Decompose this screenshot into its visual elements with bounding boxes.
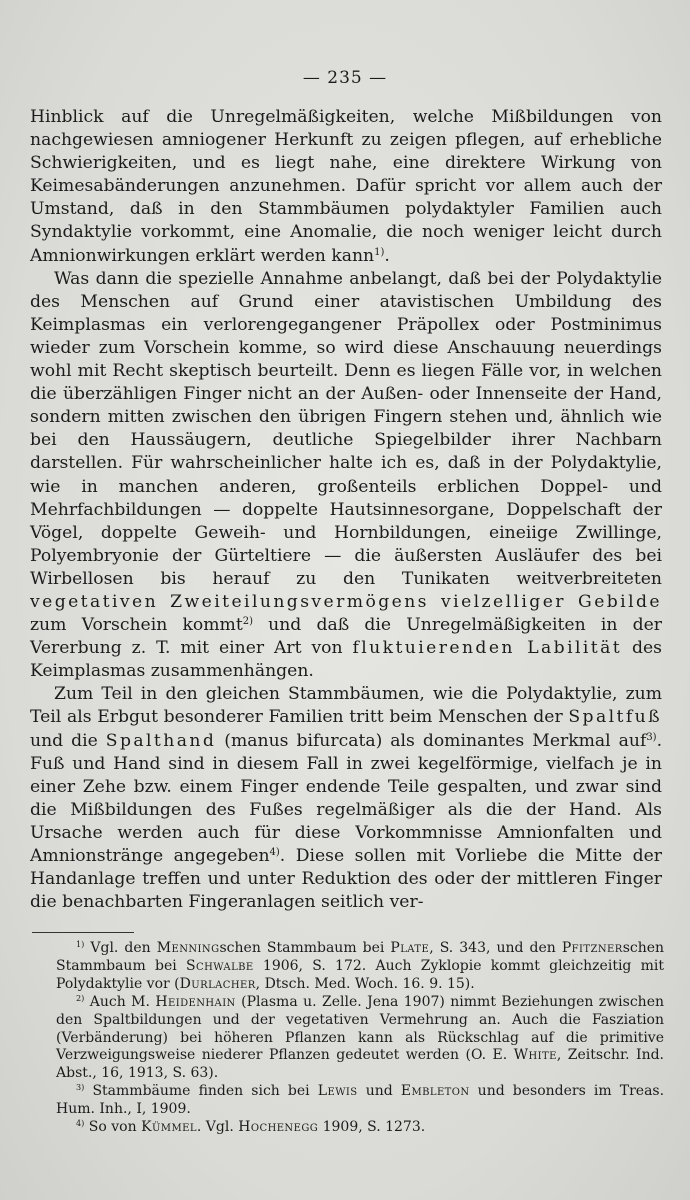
footnote-ref: 2) [242, 616, 253, 628]
footnotes [56, 940, 664, 1137]
footnote-ref: 4) [269, 847, 280, 859]
paragraph: Hinblick auf die Unregelmäßigkeiten, welche Mißbildungen von nachgewiesen amniogener Herkunft zu zeigen pflegen, auf erhebliche Schwierigkeiten, und es liegt nahe, eine direktere Wirkung von Keimesabänderungen anzunehmen. Dafür spricht vor allem auch der Umstand, daß in den Stammbäumen polydaktyler Familien auch Syndaktylie vorkommt, eine Anomalie, die noch weniger leicht durch Amnionwirkungen erklärt werden kann$^{1)}$. [30, 107, 662, 266]
emphasis: Spaltfuß [568, 707, 662, 728]
paragraph: Zum Teil in den gleichen Stammbäumen, wie die Polydaktylie, zum Teil als Erbgut besonderer Familien tritt beim Menschen der Spaltfuß und die Spalthand (manus bifurcata) als dominantes Merkmal auf$^{3)}$. Fuß und Hand sind in diesem Fall in zwei kegelförmige, vielfach je in einer Zehe bzw. einem Finger endende Teile gespalten, und zwar sind die Mißbildungen des Fußes regelmäßiger als die der Hand. Als Ursache werden auch für diese Vorkommnisse Amnionfalten und Amnionstränge angegeben$^{4)}$. Diese sollen mit Vorliebe die Mitte der Handanlage treffen und unter Reduktion des oder der mittleren Finger die benachbarten Fingeranlagen seitlich ver- [30, 684, 663, 913]
emphasis: fluktuierenden Labilität [352, 638, 623, 659]
main-text [30, 106, 662, 914]
emphasis: vegetativen Zweiteilungsvermögens vielzelliger Gebilde [30, 591, 662, 612]
paragraph: Was dann die spezielle Annahme anbelangt, daß bei der Polydaktylie des Menschen auf Grund einer atavistischen Umbildung des Keimplasmas ein verlorengegangener Präpollex oder Postminimus wieder zum Vorschein komme, so wird diese Anschauung neuerdings wohl mit Recht skeptisch beurteilt. Denn es liegen Fälle vor, in welchen die überzähligen Finger nicht an der Außen- oder Innenseite der Hand, sondern mitten zwischen den übrigen Fingern stehen und, ähnlich wie bei den Haussäugern, deutliche Spiegelbilder ihrer Nachbarn darstellen. Für wahrscheinlicher halte ich es, daß in der Polydaktylie, wie in manchen anderen, großenteils erblichen Doppel- und Mehrfachbildungen — doppelte Hautsinnesorgane, Doppelschaft der Vögel, doppelte Geweih- und Hornbildungen, eineiige Zwillinge, Polyembryonie der Gürteltiere — die äußersten Ausläufer des bei Wirbellosen bis herauf zu den Tunikaten weitverbreiteten vegetativen Zweiteilungsvermögens vielzelliger Gebilde zum Vorschein kommt$^{2)}$ und daß die Unregelmäßigkeiten in der Vererbung z. T. mit einer Art von fluktuierenden Labilität des Keimplasmas zusammenhängen. [30, 268, 662, 682]
page-number: — 235 — [302, 68, 388, 88]
emphasis: Spalthand [105, 730, 217, 751]
footnote: $^{2)}$ Auch M. Heidenhain (Plasma u. Zelle. Jena 1907) nimmt Beziehungen zwischen den Spaltbildungen und der vegetativen Vermehrung an. Auch die Fasziation (Verbänderung) bei höheren Pflanzen kann als Rückschlag auf die primitive Verzweigungsweise niederer Pflanzen gedeutet werden (O. E. White, Zeitschr. Ind. Abst., 16, 1913, S. 63). [56, 992, 665, 1082]
footnote: $^{1)}$ Vgl. den Menningschen Stammbaum bei Plate, S. 343, und den Pfitznerschen Stammbaum bei Schwalbe 1906, S. 172. Auch Zyklopie kommt gleichzeitig mit Polydaktylie vor (Durlacher, Dtsch. Med. Woch. 16. 9. 15). [56, 939, 665, 992]
footnote: $^{4)}$ So von Kümmel. Vgl. Hochenegg 1909, S. 1273. [76, 1118, 426, 1136]
footnote-divider [32, 932, 134, 933]
footnote-ref: 1) [374, 246, 385, 258]
footnote-ref: 3) [646, 731, 657, 743]
footnote: $^{3)}$ Stammbäume finden sich bei Lewis und Embleton und besonders im Treas. Hum. Inh., I, 1909. [56, 1082, 665, 1118]
